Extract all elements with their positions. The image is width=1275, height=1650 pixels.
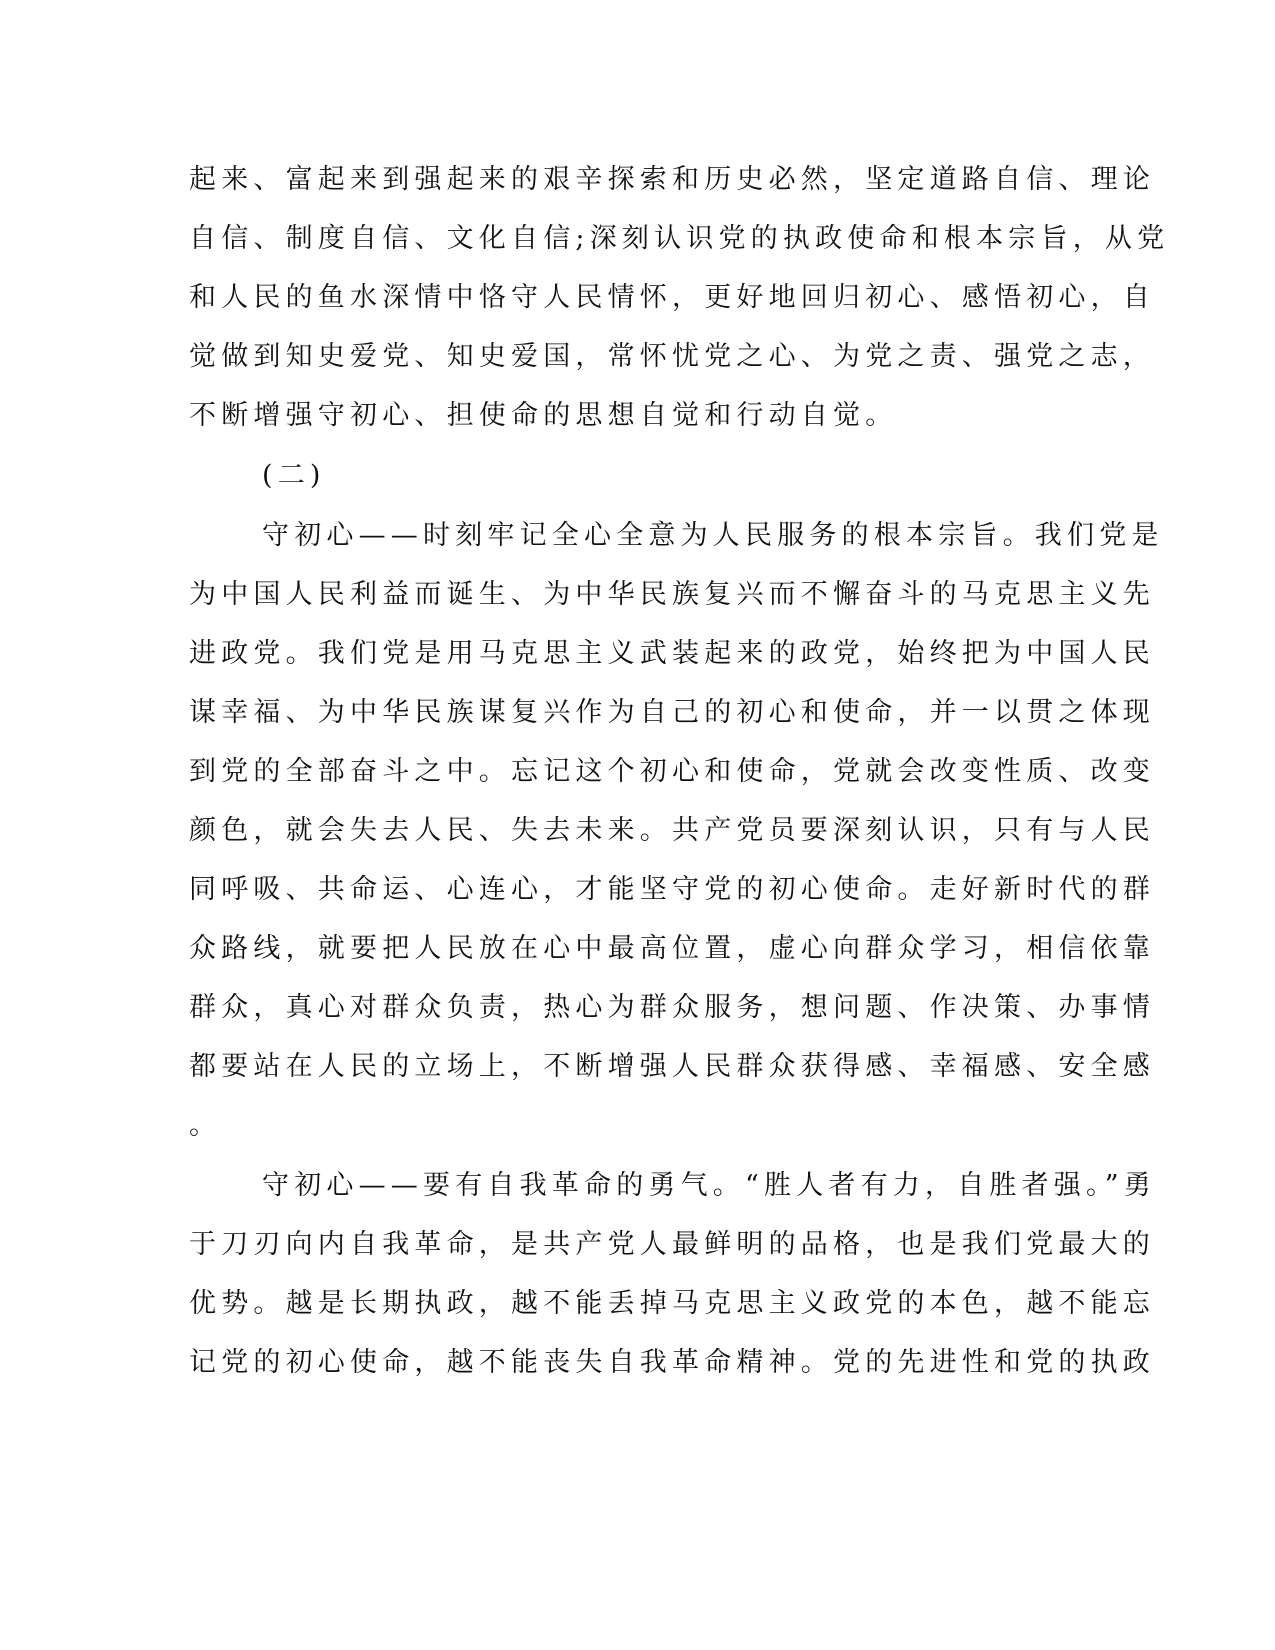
body-text-line: 和人民的鱼水深情中恪守人民情怀，更好地回归初心、感悟初心，自 bbox=[189, 282, 1155, 313]
body-text-line: 众路线，就要把人民放在心中最高位置，虚心向群众学习，相信依靠 bbox=[189, 933, 1155, 964]
paragraph-first-line: 守初心——时刻牢记全心全意为人民服务的根本宗旨。我们党是 bbox=[262, 520, 1164, 551]
body-text-line: 。 bbox=[189, 1110, 222, 1141]
body-text-line: 记党的初心使命，越不能丧失自我革命精神。党的先进性和党的执政 bbox=[189, 1347, 1155, 1378]
body-text-line: 自信、制度自信、文化自信;深刻认识党的执政使命和根本宗旨，从党 bbox=[189, 223, 1170, 254]
body-text-line: 都要站在人民的立场上，不断增强人民群众获得感、幸福感、安全感 bbox=[189, 1051, 1155, 1082]
paragraph-first-line: 守初心——要有自我革命的勇气。“胜人者有力，自胜者强。”勇 bbox=[262, 1170, 1156, 1201]
body-text-line: 觉做到知史爱党、知史爱国，常怀忧党之心、为党之责、强党之志， bbox=[189, 341, 1155, 372]
body-text-line: 颜色，就会失去人民、失去未来。共产党员要深刻认识，只有与人民 bbox=[189, 815, 1155, 846]
body-text-line: 到党的全部奋斗之中。忘记这个初心和使命，党就会改变性质、改变 bbox=[189, 756, 1155, 787]
body-text-line: 谋幸福、为中华民族谋复兴作为自己的初心和使命，并一以贯之体现 bbox=[189, 697, 1155, 728]
body-text-line: 不断增强守初心、担使命的思想自觉和行动自觉。 bbox=[189, 400, 898, 431]
body-text-line: 于刀刃向内自我革命，是共产党人最鲜明的品格，也是我们党最大的 bbox=[189, 1229, 1155, 1260]
body-text-line: 同呼吸、共命运、心连心，才能坚守党的初心使命。走好新时代的群 bbox=[189, 874, 1155, 905]
body-text-line: 群众，真心对群众负责，热心为群众服务，想问题、作决策、办事情 bbox=[189, 992, 1155, 1023]
body-text-line: 起来、富起来到强起来的艰辛探索和历史必然，坚定道路自信、理论 bbox=[189, 164, 1155, 195]
body-text-line: 为中国人民利益而诞生、为中华民族复兴而不懈奋斗的马克思主义先 bbox=[189, 579, 1155, 610]
section-heading: (二) bbox=[262, 460, 326, 491]
body-text-line: 优势。越是长期执政，越不能丢掉马克思主义政党的本色，越不能忘 bbox=[189, 1288, 1155, 1319]
body-text-line: 进政党。我们党是用马克思主义武装起来的政党，始终把为中国人民 bbox=[189, 638, 1155, 669]
